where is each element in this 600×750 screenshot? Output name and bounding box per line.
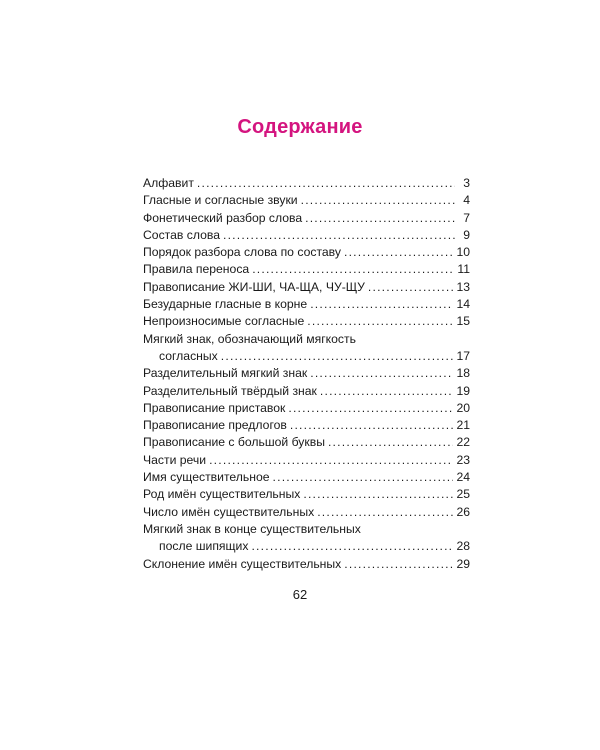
toc-entry-page: 24 bbox=[456, 470, 470, 485]
toc-entry-page: 20 bbox=[456, 400, 470, 415]
toc-entry-page: 9 bbox=[463, 227, 470, 242]
toc-entry-title: Правописание предлогов bbox=[143, 418, 287, 433]
toc-entry-title: Род имён существительных bbox=[143, 487, 301, 502]
dot-leader bbox=[310, 296, 453, 313]
toc-entry-title: Состав слова bbox=[143, 227, 220, 242]
toc-entry bbox=[143, 434, 470, 451]
dot-leader bbox=[305, 210, 455, 227]
toc-entry-page: 23 bbox=[456, 452, 470, 467]
dot-leader bbox=[307, 313, 453, 330]
dot-leader bbox=[344, 556, 453, 573]
toc-entry-title: Безударные гласные в корне bbox=[143, 297, 308, 312]
dot-leader bbox=[368, 279, 454, 296]
dot-leader bbox=[209, 452, 453, 469]
toc-entry bbox=[143, 261, 470, 278]
toc-entry-page: 13 bbox=[456, 279, 470, 294]
toc-entry-title-continued: после шипящих bbox=[159, 539, 249, 554]
dot-leader bbox=[344, 244, 453, 261]
dot-leader bbox=[290, 417, 454, 434]
toc-entry bbox=[143, 417, 470, 434]
toc-entry bbox=[143, 556, 470, 573]
toc-entry-page: 10 bbox=[456, 245, 470, 260]
toc-entry-page: 25 bbox=[456, 487, 470, 502]
toc-entry-first-line bbox=[143, 521, 470, 538]
toc-entry-title: Непроизносимые согласные bbox=[143, 314, 305, 329]
toc-entry-page: 19 bbox=[456, 383, 470, 398]
table-of-contents bbox=[143, 175, 470, 573]
dot-leader bbox=[251, 538, 453, 555]
dot-leader bbox=[310, 365, 453, 382]
toc-entry bbox=[143, 313, 470, 330]
toc-entry-page: 14 bbox=[456, 297, 470, 312]
dot-leader bbox=[197, 175, 455, 192]
page-number: 62 bbox=[292, 587, 308, 602]
dot-leader bbox=[221, 348, 454, 365]
toc-entry-title: Правописание с большой буквы bbox=[143, 435, 325, 450]
toc-entry-page: 17 bbox=[456, 348, 470, 363]
toc-entry bbox=[143, 210, 470, 227]
dot-leader bbox=[328, 434, 453, 451]
toc-entry-title: Части речи bbox=[143, 452, 207, 467]
toc-entry bbox=[143, 400, 470, 417]
dot-leader bbox=[223, 227, 455, 244]
toc-entry-page: 28 bbox=[456, 539, 470, 554]
dot-leader bbox=[288, 400, 453, 417]
toc-entry bbox=[143, 365, 470, 382]
toc-entry bbox=[143, 244, 470, 261]
toc-entry bbox=[143, 469, 470, 486]
toc-entry-title: Мягкий знак в конце существительных bbox=[143, 521, 361, 536]
toc-entry-title: Разделительный твёрдый знак bbox=[143, 383, 317, 398]
toc-entry-page: 26 bbox=[456, 504, 470, 519]
toc-entry-title: Имя существительное bbox=[143, 470, 270, 485]
toc-entry-page: 4 bbox=[463, 193, 470, 208]
toc-entry bbox=[143, 192, 470, 209]
toc-entry-title: Число имён существительных bbox=[143, 504, 315, 519]
dot-leader bbox=[317, 504, 453, 521]
toc-entry bbox=[143, 175, 470, 192]
toc-entry bbox=[143, 296, 470, 313]
toc-entry bbox=[143, 504, 470, 521]
toc-entry-title: Фонетический разбор слова bbox=[143, 210, 303, 225]
dot-leader bbox=[320, 383, 454, 400]
toc-entry-title: Алфавит bbox=[143, 176, 194, 190]
dot-leader bbox=[252, 261, 454, 278]
contents-heading: Содержание bbox=[237, 116, 363, 138]
toc-entry-page: 21 bbox=[456, 418, 470, 433]
toc-entry-title-continued: согласных bbox=[159, 348, 218, 363]
dot-leader bbox=[273, 469, 454, 486]
toc-entry bbox=[143, 486, 470, 503]
toc-entry-page: 3 bbox=[463, 176, 470, 190]
toc-entry-title: Склонение имён существительных bbox=[143, 556, 342, 571]
toc-entry-page: 15 bbox=[456, 314, 470, 329]
toc-entry bbox=[143, 279, 470, 296]
toc-entry-page: 29 bbox=[456, 556, 470, 571]
toc-entry-continuation bbox=[143, 348, 470, 365]
toc-entry-title: Правописание ЖИ-ШИ, ЧА-ЩА, ЧУ-ЩУ bbox=[143, 279, 365, 294]
toc-entry-continuation bbox=[143, 538, 470, 555]
toc-entry-title: Правописание приставок bbox=[143, 400, 286, 415]
toc-entry-page: 22 bbox=[456, 435, 470, 450]
toc-entry-page: 18 bbox=[456, 366, 470, 381]
toc-entry bbox=[143, 227, 470, 244]
toc-entry-title: Гласные и согласные звуки bbox=[143, 193, 298, 208]
dot-leader bbox=[301, 192, 455, 209]
toc-entry-page: 7 bbox=[463, 210, 470, 225]
toc-entry-page: 11 bbox=[457, 262, 470, 277]
toc-entry-first-line bbox=[143, 331, 470, 348]
toc-entry bbox=[143, 452, 470, 469]
toc-entry bbox=[143, 383, 470, 400]
toc-entry-title: Порядок разбора слова по составу bbox=[143, 245, 341, 260]
toc-entry-title: Разделительный мягкий знак bbox=[143, 366, 308, 381]
dot-leader bbox=[303, 486, 453, 503]
toc-entry-title: Мягкий знак, обозначающий мягкость bbox=[143, 331, 356, 346]
toc-entry-title: Правила переноса bbox=[143, 262, 250, 277]
